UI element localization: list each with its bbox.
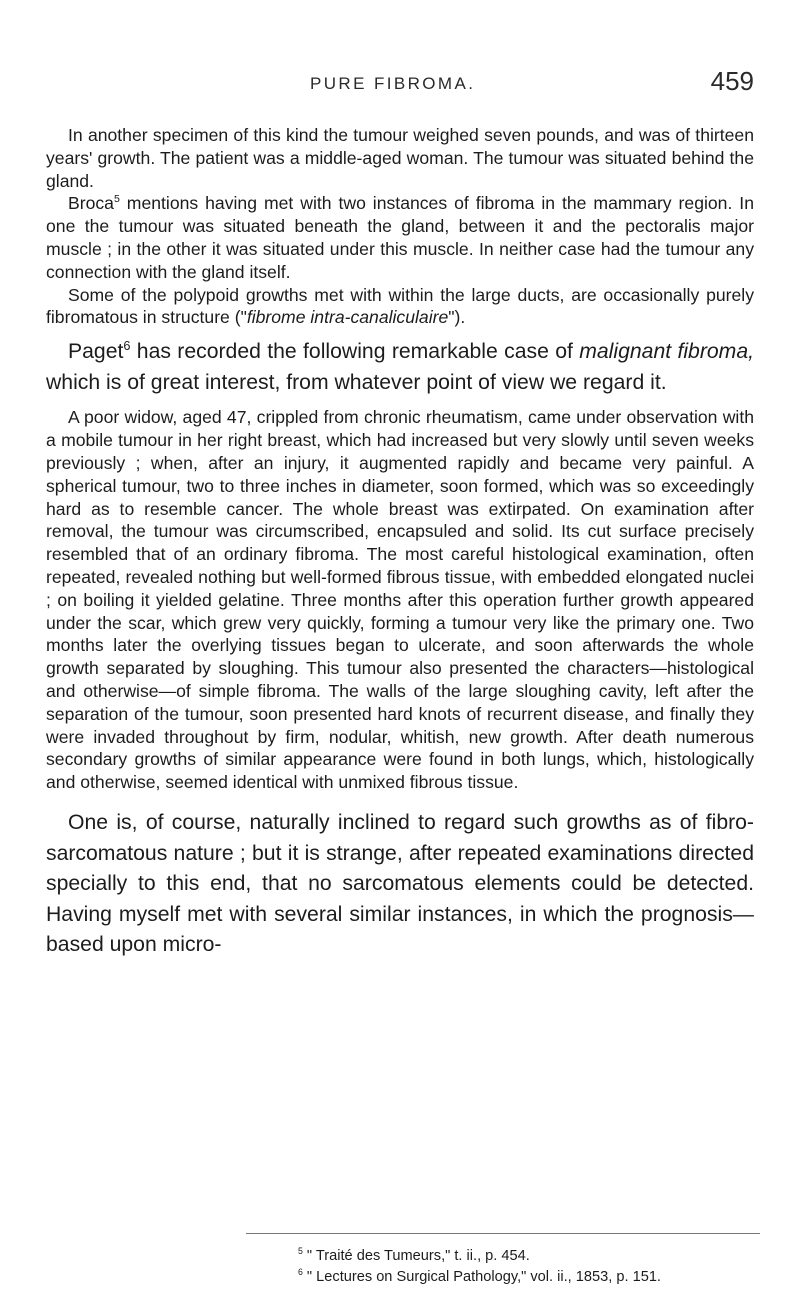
footnote-mark: 6: [298, 1267, 303, 1278]
author-name: Paget: [68, 340, 124, 364]
footnote-text: " Traité des Tumeurs," t. ii., p. 454.: [302, 1248, 530, 1264]
footnote-mark: 5: [298, 1246, 303, 1257]
paragraph-text: has recorded the following remarkable case of: [130, 340, 580, 364]
running-title: PURE FIBROMA.: [310, 74, 476, 93]
footnote-ref: 6: [123, 338, 131, 354]
footnote-ref: 5: [113, 193, 120, 206]
paragraph-conclusion: [46, 808, 754, 961]
footnote-6: [298, 1267, 778, 1288]
paragraph-text: Some of the polypoid growths met with within the large ducts, are occasionally purely fibromatous in structure (": [46, 284, 754, 328]
paragraph-specimen: [46, 124, 754, 192]
paragraph-case-report: [46, 406, 754, 794]
page-number: 459: [710, 66, 754, 96]
paragraph-text: In another specimen of this kind the tumour weighed seven pounds, and was of thirteen years' growth. The patient was a middle-aged woman. The tumour was situated behind the gland.: [46, 125, 754, 191]
paragraph-text: which is of great interest, from whatever point of view we regard it.: [46, 370, 667, 394]
paragraph-broca: [46, 192, 754, 283]
footnote-5: [298, 1246, 778, 1267]
italic-term: malignant fibroma,: [579, 340, 754, 364]
footnote-text: " Lectures on Surgical Pathology," vol. ii., 1853, p. 151.: [302, 1269, 661, 1285]
author-name: Broca: [68, 193, 114, 214]
page-header: [46, 66, 754, 100]
paragraph-text: A poor widow, aged 47, crippled from chronic rheumatism, came under observation with a mobile tumour in her right breast, which had increased but very slowly until seven weeks previously ; when, after an injury, it augmented rapidly and became very painful. A spherical tumour, two to three inches in diameter, soon formed, which was so exceedingly hard as to resemble cancer. The whole breast was extirpated. On examination after removal, the tumour was circumscribed, encapsuled and solid. Its cut surface precisely resembled that of an ordinary fibroma. The most careful histological examination, often repeated, revealed nothing but well-formed fibrous tissue, with embedded elongated nuclei ; on boiling it yielded gelatine. Three months after this operation further growth appeared under the scar, which grew very quickly, forming a tumour very like the primary one. Two months later the overlying tissues began to ulcerate, and soon afterwards the whole growth separated by sloughing. This tumour also presented the characters—histological and otherwise—of simple fibroma. The walls of the large sloughing cavity, left after the separation of the tumour, soon presented hard knots of recurrent disease, and finally they were invaded throughout by firm, nodular, whitish, new growth. After death numerous secondary growths of similar appearance were found in both lungs, which, histologically and otherwise, seemed identical with unmixed fibrous tissue.: [46, 407, 754, 793]
footnote-divider: [246, 1233, 760, 1234]
footnotes: [298, 1246, 778, 1288]
paragraph-text: mentions having met with two instances of fibroma in the mammary region. In one the tumour was situated beneath the gland, between it and the pectoralis major muscle ; in the other it was situated under this muscle. In neither case had the tumour any connection with the gland itself.: [46, 193, 754, 282]
italic-term: fibrome intra-canaliculaire: [246, 307, 449, 328]
paragraph-text: One is, of course, naturally inclined to regard such growths as of fibro-sarcomatous nature ; but it is strange, after repeated examinations directed specially to this end, that no sarcomatous elements could be detected. Having myself met with several similar instances, in which the prognosis—based upon micro-: [46, 810, 754, 957]
paragraph-text: ").: [448, 307, 466, 328]
body-text: [46, 124, 754, 961]
paragraph-polypoid: [46, 284, 754, 330]
paragraph-paget: [46, 337, 754, 398]
